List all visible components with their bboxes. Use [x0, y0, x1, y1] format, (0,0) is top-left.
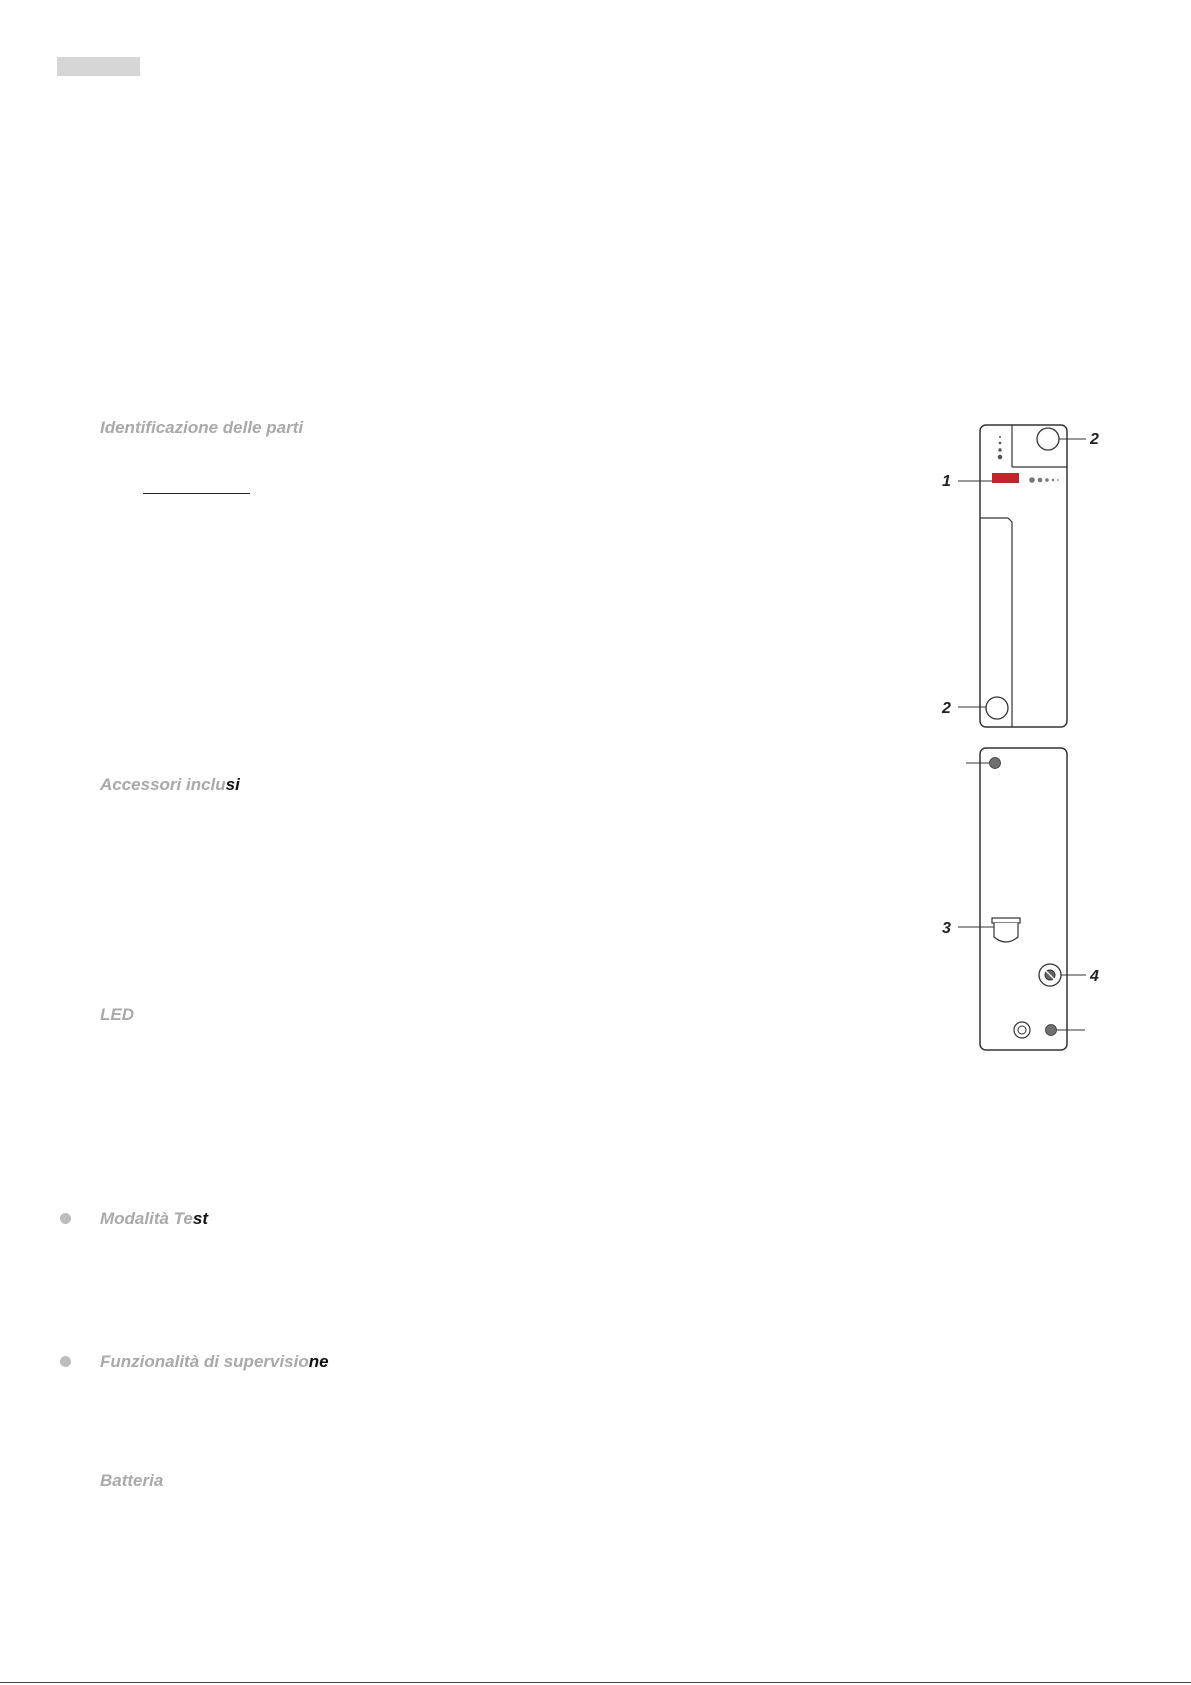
- heading-modalita-test: Modalità Test: [100, 1209, 209, 1228]
- front-view: [980, 425, 1067, 727]
- led-indicator: [992, 473, 1019, 483]
- heading-batteria: Batteria: [100, 1471, 164, 1490]
- heading-identificazione: Identificazione delle parti: [100, 418, 304, 437]
- callout-2: 2: [1090, 431, 1099, 448]
- underline-rule: [143, 493, 250, 494]
- device-diagram: [930, 415, 1100, 1055]
- back-view: [966, 748, 1085, 1050]
- bullet-icon: [60, 1356, 71, 1367]
- callout-4: 4: [1090, 968, 1099, 985]
- tamper-switch-icon: [994, 923, 1018, 942]
- heading-accessori: Accessori inclusi: [100, 775, 240, 794]
- heading-supervisione: Funzionalità di supervisione: [100, 1352, 329, 1371]
- heading-led: LED: [100, 1005, 134, 1024]
- callout-2: 2: [942, 700, 951, 717]
- header-tag: [57, 57, 140, 76]
- screw-hole-icon: [1037, 428, 1059, 450]
- back-housing: [980, 748, 1067, 1050]
- callout-3: 3: [942, 920, 951, 937]
- footer-rule: [0, 1682, 1191, 1683]
- callout-1: 1: [942, 473, 951, 490]
- screw-hole-icon: [986, 697, 1008, 719]
- bullet-icon: [60, 1213, 71, 1224]
- front-housing: [980, 425, 1067, 727]
